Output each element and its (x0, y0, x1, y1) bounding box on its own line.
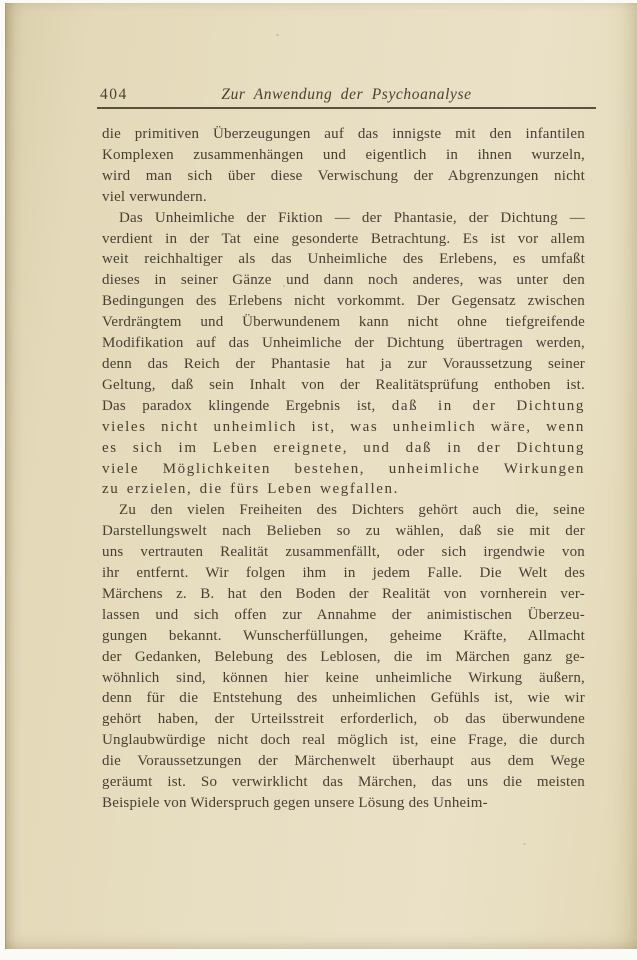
text-line (102, 688, 585, 709)
text-segment: Unglaubwürdige nicht doch real möglich ist, eine Frage, die durch (102, 732, 585, 749)
text-line (102, 166, 585, 187)
text-line (102, 229, 585, 250)
text-line (102, 479, 585, 500)
text-line (102, 208, 585, 229)
text-segment: Darstellungswelt nach Belieben so zu wählen, daß sie mit der (102, 523, 585, 540)
text-segment: denn für die Entstehung des unheimlichen Gefühls ist, wie wir (102, 690, 585, 707)
text-line (102, 417, 585, 438)
text-line (102, 291, 585, 312)
text-line (102, 438, 585, 459)
text-segment: Märchens z. B. hat den Boden der Realität von vornherein ver- (102, 585, 585, 602)
text-segment: Das paradox klingende Ergebnis ist, (102, 397, 392, 414)
text-line (102, 626, 585, 647)
text-segment: gungen bekannt. Wunscherfüllungen, geheime Kräfte, Allmacht (102, 627, 585, 644)
text-segment: zu erzielen, die fürs Leben wegfallen. (102, 481, 399, 498)
text-line (102, 459, 585, 480)
text-segment: daß in der Dichtung (391, 397, 585, 414)
text-segment: Zu den vielen Freiheiten des Dichters gehört auch die, seine (119, 502, 585, 519)
text-segment: vieles nicht unheimlich ist, was unheimlich wäre, wenn (102, 418, 585, 435)
text-line (102, 354, 585, 375)
text-segment: die primitiven Überzeugungen auf das innigste mit den infantilen (102, 126, 585, 142)
header-rule (97, 107, 596, 109)
text-segment: uns vertrauten Realität zusammenfällt, oder sich irgendwie von (102, 544, 585, 561)
text-segment: verdient in der Tat eine gesonderte Betrachtung. Es ist vor allem (102, 230, 585, 247)
text-line (102, 396, 585, 417)
text-line (102, 145, 585, 166)
text-line (102, 500, 585, 521)
text-segment: viele Möglichkeiten bestehen, unheimliche Wirkungen (102, 460, 585, 477)
text-line (102, 647, 585, 668)
text-segment: Beispiele von Widerspruch gegen unsere Lösung des Unheim- (102, 795, 488, 811)
text-segment: Geltung, daß sein Inhalt von der Realitätsprüfung enthoben ist. (102, 376, 585, 393)
text-segment: denn das Reich der Phantasie hat ja zur Voraussetzung seiner (102, 355, 585, 372)
text-segment: gehört haben, der Urteilsstreit erforderlich, ob das überwundene (102, 711, 585, 728)
text-segment: dieses in seiner Gänze und dann noch anderes, was unter den (102, 272, 585, 289)
running-title: Zur Anwendung der Psychoanalyse (221, 86, 472, 103)
text-segment: Komplexen zusammenhängen und eigentlich in ihnen wurzeln, (102, 146, 585, 163)
text-segment: wird man sich über diese Verwischung der Abgrenzungen nicht (102, 167, 585, 184)
text-line (102, 730, 585, 751)
text-line (102, 751, 585, 772)
text-segment: es sich im Leben ereignete, und daß in der Dichtung (102, 439, 585, 456)
text-segment: geräumt ist. So verwirklicht das Märchen, das uns die meisten (102, 774, 585, 791)
text-line (102, 270, 585, 291)
text-segment: der Gedanken, Belebung des Leblosen, die im Märchen ganz ge- (102, 648, 585, 665)
text-segment: Verdrängtem und Überwundenem kann nicht ohne tiefgreifende (102, 314, 585, 331)
text-segment: ihr entfernt. Wir folgen ihm in jedem Falle. Die Welt des (102, 565, 585, 582)
text-line (102, 584, 585, 605)
text-line (102, 772, 585, 793)
text-line (102, 312, 585, 333)
text-line (102, 563, 585, 584)
text-segment: wöhnlich sind, können hier keine unheimliche Wirkung äußern, (102, 669, 585, 686)
text-line (102, 793, 585, 814)
text-segment: Modifikation auf das Unheimliche der Dichtung übertragen werden, (102, 335, 585, 352)
text-line (102, 521, 585, 542)
text-block (102, 124, 585, 814)
text-segment: viel verwundern. (102, 188, 207, 205)
page-header (97, 86, 596, 106)
text-line (102, 668, 585, 689)
scan-speck (276, 34, 279, 36)
text-segment: weit reichhaltiger als das Unheimliche des Erlebens, es umfaßt (102, 251, 585, 268)
text-line (102, 249, 585, 270)
text-segment: Bedingungen des Erlebens nicht vorkommt. Der Gegensatz zwischen (102, 293, 585, 310)
text-segment: lassen und sich offen zur Annahme der animistischen Überzeu- (102, 606, 585, 623)
text-segment: die Voraussetzungen der Märchenwelt überhaupt aus dem Wege (102, 753, 585, 770)
scan-speck (523, 843, 526, 845)
text-line (102, 333, 585, 354)
text-line (102, 542, 585, 563)
text-line (102, 605, 585, 626)
page-number: 404 (100, 86, 128, 103)
text-line (102, 124, 585, 145)
text-line (102, 709, 585, 730)
text-segment: Das Unheimliche der Fiktion — der Phantasie, der Dichtung — (119, 209, 585, 226)
text-line (102, 375, 585, 396)
text-line (102, 187, 585, 208)
